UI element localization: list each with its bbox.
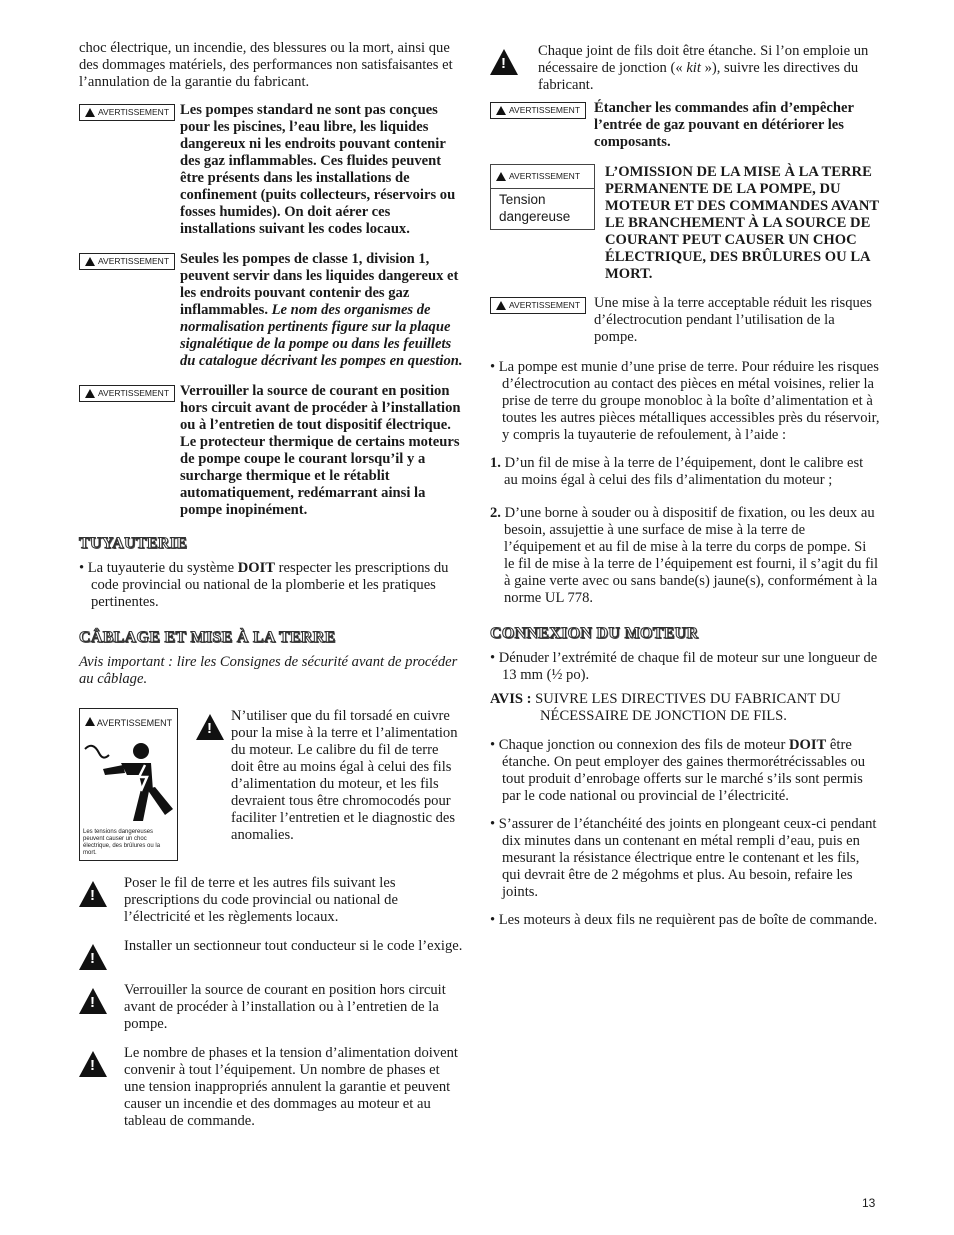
- motor-bullet-1: • Dénuder l’extrémité de chaque fil de moteur sur une longueur de 13 mm (½ po).: [490, 650, 878, 683]
- numbered-item-1: 1. D’un fil de mise à la terre de l’équipement, dont le calibre est au moins égal à celui des fils d’alimentation du moteur ;: [490, 455, 864, 488]
- electric-shock-icon: [81, 731, 176, 826]
- ground-warning: [490, 164, 880, 283]
- warning-text: Les pompes standard ne sont pas conçues pour les piscines, l’eau libre, les liquides dangereux ni les endroits pouvant contenir des gaz inflammables. Ces fluides peuvent être présents dans les installations de confinement (puits collecteurs, réservoirs ou fosses humides). On doit aérer ces installations suivant les codes locaux.: [180, 102, 456, 237]
- ground-caps-text: L’OMISSION DE LA MISE À LA TERRE PERMANENTE DE LA POMPE, DU MOTEUR ET DES COMMANDES AVANT LE BRANCHEMENT À LA SOURCE DE COURANT PEUT CAUSER UN CHOC ÉLECTRIQUE, DES BRÛLURES OU LA MORT.: [605, 164, 879, 282]
- warning-block-2: [79, 251, 464, 370]
- motor-heading: CONNEXION DU MOTEUR: [490, 625, 699, 642]
- seal-text: Étancher les commandes afin d’empêcher l’entrée de gaz pouvant en détériorer les composants.: [594, 100, 854, 150]
- seal-warning: [490, 100, 880, 151]
- warning-icon: [496, 106, 506, 115]
- warning-triangle-icon: [79, 1051, 107, 1077]
- wiring-item-2: ! Installer un sectionneur tout conducteur si le code l’exige.: [79, 938, 464, 970]
- warning-badge: AVERTISSEMENT: [79, 104, 175, 121]
- motor-bullet-3: • S’assurer de l’étanchéité des joints en plongeant ceux-ci pendant dix minutes dans un contenant en métal rempli d’eau, puis en mesurant la résistance électrique entre le contenant et les fils, qui devrait être de 2 mégohms et plus. Au besoin, refaire les joints.: [490, 816, 877, 900]
- warning-badge: AVERTISSEMENT: [80, 715, 177, 732]
- left-column: [79, 40, 464, 1142]
- electric-shock-panel: [79, 708, 178, 861]
- wiring-item-1: ! Poser le fil de terre et les autres fils suivant les prescriptions du code provincial ou national de l’électricité et les règlements locaux.: [79, 875, 464, 926]
- warning-icon: [496, 172, 506, 181]
- warning-triangle-icon: [79, 944, 107, 970]
- warning-icon: [85, 257, 95, 266]
- warning-triangle-icon: [196, 714, 224, 740]
- warning-badge: AVERTISSEMENT: [79, 385, 175, 402]
- warning-triangle-icon: [79, 988, 107, 1014]
- motor-bullet-2: • Chaque jonction ou connexion des fils de moteur DOIT être étanche. On peut employer des gaines thermorétrécissables ou tout produit d’enrobage offerts sur le marché s’ils sont permis par le code national ou provincial de l’électricité.: [490, 737, 866, 804]
- intro-paragraph: choc électrique, un incendie, des blessures ou la mort, ainsi que des dommages matériels, des performances non satisfaisantes et l’annulation de la garantie du fabricant.: [79, 40, 453, 90]
- avis-notice: AVIS : SUIVRE LES DIRECTIVES DU FABRICANT DU NÉCESSAIRE DE JONCTION DE FILS.: [490, 691, 841, 724]
- wiring-item-4: ! Le nombre de phases et la tension d’alimentation doivent convenir à tout l’équipement. Un nombre de phases et une tension inappropriés annulent la garantie et peuvent causer un incendie et des dommages au moteur et au tableau de commande.: [79, 1045, 464, 1130]
- warning-triangle-icon: [490, 49, 518, 75]
- shock-warning-block: [79, 708, 464, 861]
- warning-text: Verrouiller la source de courant en position hors circuit avant de procéder à l’installation ou à l’entretien de tout dispositif électrique. Le protecteur thermique de certains moteurs de pompe coupe le courant lorsqu’il y a surcharge thermique et le rétablit automatiquement, redémarrant ainsi la pompe inopinément.: [180, 383, 461, 518]
- plug-bullet: • La pompe est munie d’une prise de terre. Pour réduire les risques d’électrocution au contact des pièces en métal voisines, relier la prise de terre du groupe monobloc à la boîte d’alimentation et à toutes les autres pièces métalliques accessibles près du réservoir, y compris la tuyauterie de refoulement, à l’aide :: [490, 359, 880, 443]
- warning-block-1: [79, 102, 464, 238]
- tension-panel: AVERTISSEMENT Tension dangereuse: [490, 164, 595, 230]
- tension-label: Tension dangereuse: [499, 192, 571, 224]
- warning-badge: AVERTISSEMENT: [490, 297, 586, 314]
- warning-icon: [496, 301, 506, 310]
- warning-badge: AVERTISSEMENT: [490, 102, 586, 119]
- warning-icon: [85, 717, 95, 726]
- warning-block-3: [79, 383, 464, 519]
- wiring-item-3: ! Verrouiller la source de courant en position hors circuit avant de procéder à l’installation ou à l’entretien de la pompe.: [79, 982, 464, 1033]
- joint-item: ! Chaque joint de fils doit être étanche. Si l’on emploie un nécessaire de jonction (« kit »), suivre les directives du fabricant.: [490, 43, 880, 94]
- warning-icon: [85, 108, 95, 117]
- shock-caption: Les tensions dangereuses peuvent causer un choc électrique, des brûlures ou la mort.: [83, 829, 161, 856]
- shock-text: N’utiliser que du fil torsadé en cuivre pour la mise à la terre et l’alimentation du moteur. Le calibre du fil de terre doit être au moins égal à celui des fils d’alimentation du moteur, et les fils devraient tous être chromocodés pour faciliter l’entretien et le diagnostic des anomalies.: [231, 708, 458, 843]
- numbered-item-2: 2. D’une borne à souder ou à dispositif de fixation, ou les deux au besoin, assujettie à une surface de mise à la terre de l’équipement et au fil de mise à la terre du corps de pompe. Si le fil de mise à la terre de l’équipement est fourni, il s’agit du fil à gaine verte avec ou sans bande(s) jaune(s), conformément à la norme UL 778.: [490, 505, 879, 606]
- warning-icon: [85, 389, 95, 398]
- warning-text: Seules les pompes de classe 1, division 1, peuvent servir dans les liquides dangereux et les endroits pouvant contenir des gaz inflammables. Le nom des organismes de normalisation pertinents figure sur la plaque signalétique de la pompe ou dans les feuillets du catalogue décrivant les pompes en question.: [180, 251, 463, 369]
- piping-heading: TUYAUTERIE: [79, 535, 188, 552]
- warning-badge: AVERTISSEMENT: [79, 253, 175, 270]
- ground-ok-warning: [490, 295, 880, 346]
- page-number: 13: [862, 1196, 876, 1210]
- motor-bullet-4: • Les moteurs à deux fils ne requièrent pas de boîte de commande.: [490, 912, 878, 928]
- right-column: [490, 43, 880, 938]
- piping-bullet: • La tuyauterie du système DOIT respecter les prescriptions du code provincial ou national de la plomberie et les pratiques pertinentes.: [79, 560, 449, 610]
- warning-triangle-icon: [79, 881, 107, 907]
- ground-ok-text: Une mise à la terre acceptable réduit les risques d’électrocution pendant l’utilisation de la pompe.: [594, 295, 872, 345]
- wiring-heading: CÂBLAGE ET MISE À LA TERRE: [79, 629, 336, 646]
- wiring-note: Avis important : lire les Consignes de sécurité avant de procéder au câblage.: [79, 654, 458, 687]
